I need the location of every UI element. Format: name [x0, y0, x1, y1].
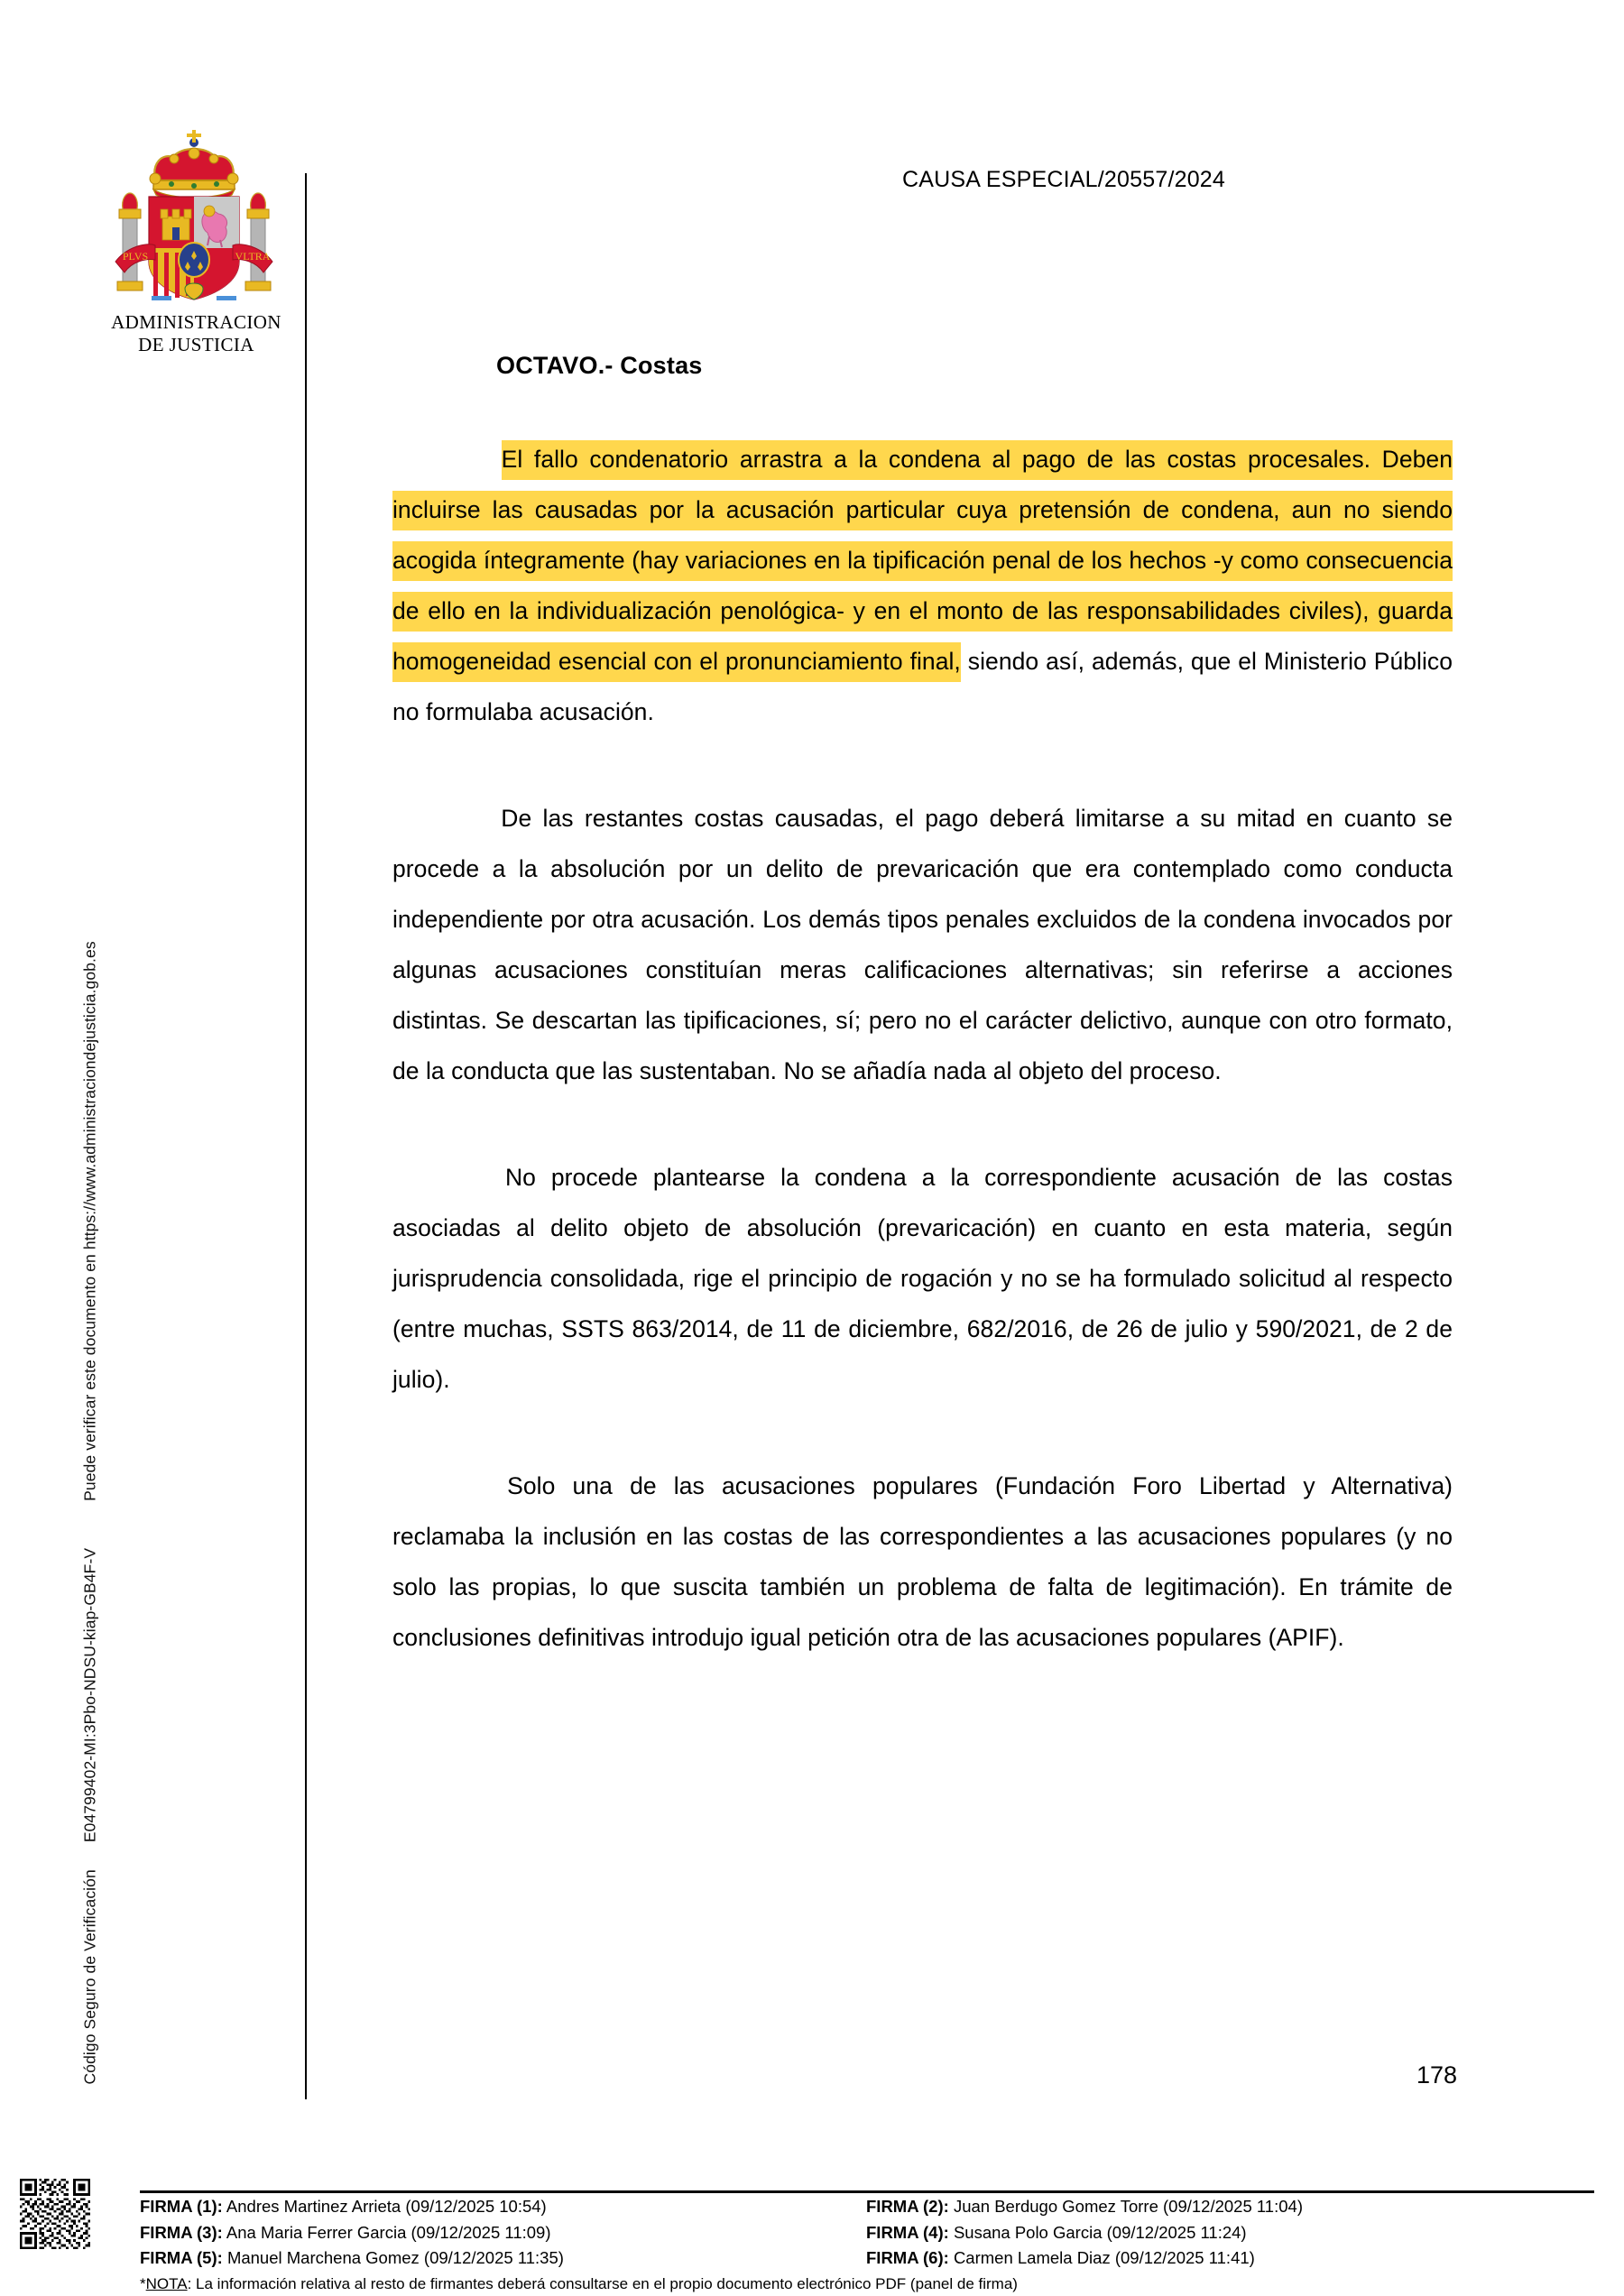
- signature-value: Juan Berdugo Gomez Torre (09/12/2025 11:04): [953, 2197, 1303, 2216]
- verification-sidebar-text: [81, 64, 100, 2085]
- document-body: [392, 352, 1453, 1719]
- paragraph-1: [392, 434, 1453, 737]
- signature-grid: [140, 2194, 1592, 2272]
- signature-entry: [866, 2220, 1592, 2246]
- paragraph-4-text: Solo una de las acusaciones populares (Fundación Foro Libertad y Alternativa) reclamaba la inclusión en las costas de las correspondientes a las acusaciones populares (y no solo las propias, lo que suscita también un problema de falta de legitimación). En trámite de conclusiones definitivas introdujo igual petición otra de las acusaciones populares (APIF).: [392, 1472, 1453, 1651]
- verification-sidebar: [0, 0, 99, 2183]
- signature-label: FIRMA (5):: [140, 2248, 223, 2267]
- footer-note-asterisk: *: [140, 2274, 146, 2292]
- paragraph-3: [392, 1152, 1453, 1405]
- signature-value: Ana Maria Ferrer Garcia (09/12/2025 11:09): [226, 2222, 551, 2242]
- signature-label: FIRMA (3):: [140, 2222, 223, 2242]
- highlighted-text: El fallo condenatorio arrastra a la condena al pago de las costas procesales. Deben incluirse las causadas por la acusación particular cuya pretensión de condena, aun no siendo acogida íntegramente (hay variaciones en la tipificación penal de los hechos -y como consecuencia de ello en la individualización penológica- y en el monto de las responsabilidades civiles), guarda homogeneidad esencial con el pronunciamiento final,: [392, 440, 1453, 682]
- verification-url-text: Puede verificar este documento en https://www.administraciondejusticia.gob.es: [80, 941, 99, 1501]
- footer-note: [140, 2273, 1592, 2295]
- footer-note-label: NOTA: [145, 2274, 188, 2292]
- signature-entry: [140, 2194, 866, 2220]
- signature-value: Andres Martinez Arrieta (09/12/2025 10:54): [226, 2197, 547, 2216]
- svg-text:PLVS: PLVS: [122, 250, 149, 263]
- spanish-coat-of-arms-icon: [108, 126, 280, 307]
- signature-value: Susana Polo Garcia (09/12/2025 11:24): [953, 2222, 1247, 2242]
- signature-entry: [866, 2245, 1592, 2272]
- page-title: OCTAVO.- Costas: [496, 352, 703, 379]
- signature-entry: [140, 2245, 866, 2272]
- signature-label: FIRMA (2):: [866, 2197, 949, 2216]
- paragraph-1-tail: siendo así, además, que el Ministerio Público no formulaba acusación.: [392, 648, 1453, 725]
- paragraph-3-text: No procede plantearse la condena a la correspondiente acusación de las costas asociadas al delito objeto de absolución (prevaricación) en cuanto en esta materia, según jurisprudencia consolidada, rige el principio de rogación y no se ha formulado solicitud al respecto (entre muchas, SSTS 863/2014, de 11 de diciembre, 682/2016, de 26 de julio y 590/2021, de 2 de julio).: [392, 1164, 1453, 1393]
- footer-note-text: : La información relativa al resto de firmantes deberá consultarse en el propio documento electrónico PDF (panel de firma): [187, 2274, 1018, 2292]
- signature-entry: [866, 2194, 1592, 2220]
- paragraph-4: [392, 1461, 1453, 1663]
- verification-label: Código Seguro de Verificación: [80, 1869, 99, 2085]
- signature-entry: [140, 2220, 866, 2246]
- signature-label: FIRMA (6):: [866, 2248, 949, 2267]
- signature-value: Manuel Marchena Gomez (09/12/2025 11:35): [226, 2248, 564, 2267]
- svg-text:VLTRA: VLTRA: [235, 250, 271, 263]
- footer-divider: [140, 2190, 1594, 2193]
- emblem-caption-line2: DE JUSTICIA: [138, 334, 254, 355]
- qr-code-icon: [20, 2179, 90, 2249]
- emblem-caption: [90, 311, 302, 356]
- emblem-caption-line1: ADMINISTRACION: [111, 311, 281, 333]
- verification-code: E04799402-MI:3Pbo-NDSU-kiap-GB4F-V: [80, 1547, 99, 1843]
- paragraph-2-text: De las restantes costas causadas, el pago deberá limitarse a su mitad en cuanto se procede a la absolución por un delito de prevaricación que era contemplado como conducta independiente por otra acusación. Los demás tipos penales excluidos de la condena invocados por algunas acusaciones constituían meras calificaciones alternativas; sin referirse a acciones distintas. Se descartan las tipificaciones, sí; pero no el carácter delictivo, aunque con otro formato, de la conducta que las sustentaban. No se añadía nada al objeto del proceso.: [392, 805, 1453, 1084]
- case-reference-header: CAUSA ESPECIAL/20557/2024: [902, 167, 1226, 192]
- margin-divider: [305, 173, 307, 2099]
- page-number: 178: [1416, 2061, 1457, 2089]
- signature-footer: [140, 2194, 1592, 2295]
- signature-label: FIRMA (4):: [866, 2222, 949, 2242]
- signature-label: FIRMA (1):: [140, 2197, 223, 2216]
- paragraph-2: [392, 793, 1453, 1096]
- signature-value: Carmen Lamela Diaz (09/12/2025 11:41): [953, 2248, 1255, 2267]
